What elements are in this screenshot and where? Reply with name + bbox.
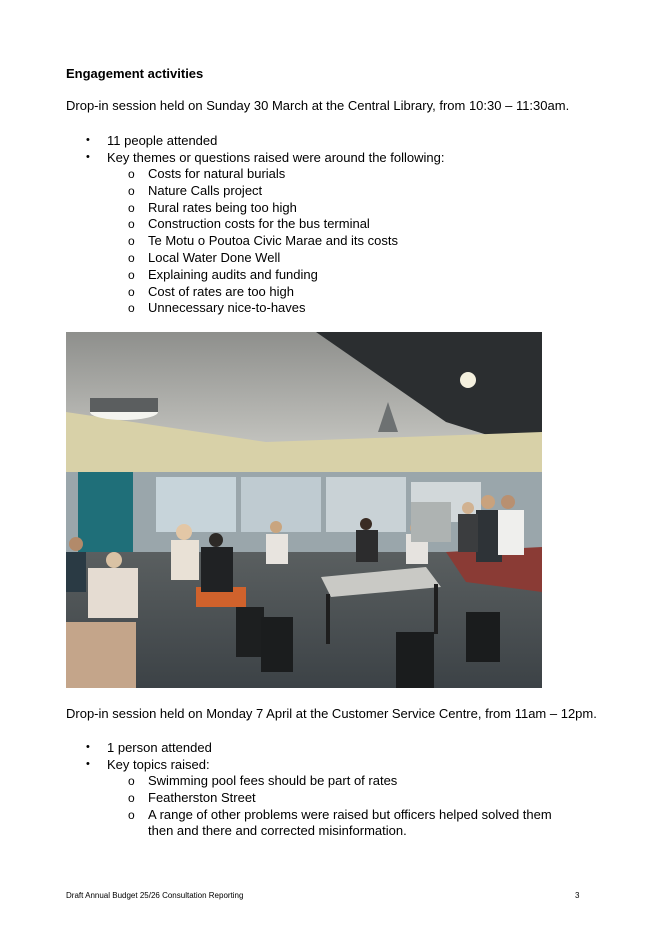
attendance-text: 1 person attended bbox=[107, 740, 212, 755]
list-item bbox=[66, 149, 444, 317]
theme-text: Costs for natural burials bbox=[148, 166, 286, 181]
sub-list-item bbox=[107, 284, 444, 301]
sub-list-item bbox=[107, 300, 444, 317]
sub-list-item bbox=[107, 233, 444, 250]
section-heading: Engagement activities bbox=[66, 66, 204, 81]
sub-list-item bbox=[107, 790, 578, 807]
theme-text: Nature Calls project bbox=[148, 182, 263, 198]
topic-text: Featherston Street bbox=[148, 789, 256, 805]
attendance-text: 11 people attended bbox=[107, 133, 218, 148]
sub-list-item bbox=[107, 200, 444, 217]
sub-list-item bbox=[107, 166, 444, 183]
sub-list-item bbox=[107, 267, 444, 284]
topics-intro-text: Key topics raised: bbox=[107, 757, 210, 772]
sub-bullet-marker: o bbox=[128, 217, 135, 232]
sub-bullet-marker: o bbox=[128, 284, 135, 299]
sub-list-item bbox=[107, 183, 444, 200]
theme-text: Construction costs for the bus terminal bbox=[148, 216, 370, 232]
bullet-marker: • bbox=[86, 758, 90, 770]
footer-title: Draft Annual Budget 25/26 Consultation Reporting bbox=[66, 891, 244, 900]
sub-list-item bbox=[107, 773, 578, 790]
session1-intro: Drop-in session held on Sunday 30 March at the Central Library, from 10:30 – 11:30am. bbox=[66, 98, 570, 113]
session2-bullet-list bbox=[66, 739, 578, 840]
session2-intro: Drop-in session held on Monday 7 April at the Customer Service Centre, from 11am – 12pm. bbox=[66, 706, 597, 721]
page-number: 3 bbox=[575, 891, 580, 900]
list-item bbox=[66, 756, 578, 840]
sub-list-item bbox=[107, 216, 444, 233]
sub-bullet-marker: o bbox=[128, 250, 135, 265]
theme-text: Local Water Done Well bbox=[148, 249, 281, 265]
sub-list-item bbox=[107, 807, 578, 841]
theme-text: Te Motu o Poutoa Civic Marae and its costs bbox=[148, 233, 399, 249]
bullet-marker: • bbox=[86, 741, 90, 753]
sub-bullet-marker: o bbox=[128, 183, 135, 198]
theme-text: Rural rates being too high bbox=[148, 199, 297, 215]
sub-bullet-marker: o bbox=[128, 774, 135, 788]
sub-bullet-marker: o bbox=[128, 301, 135, 316]
list-item bbox=[66, 132, 444, 149]
bullet-marker: • bbox=[86, 134, 90, 146]
list-item bbox=[66, 739, 578, 756]
sub-bullet-marker: o bbox=[128, 267, 135, 282]
sub-bullet-marker: o bbox=[128, 234, 135, 249]
topics-sub-list bbox=[107, 773, 578, 840]
session1-bullet-list bbox=[66, 132, 444, 317]
topic-text: A range of other problems were raised but officers helped solved them then and there and corrected misinformation. bbox=[148, 806, 552, 839]
drop-in-session-photo bbox=[66, 332, 542, 688]
theme-text: Unnecessary nice-to-haves bbox=[148, 300, 306, 316]
sub-bullet-marker: o bbox=[128, 807, 135, 822]
theme-text: Cost of rates are too high bbox=[148, 283, 294, 299]
theme-text: Explaining audits and funding bbox=[148, 266, 318, 282]
themes-sub-list bbox=[107, 166, 444, 317]
sub-list-item bbox=[107, 250, 444, 267]
bullet-marker: • bbox=[86, 151, 90, 163]
sub-bullet-marker: o bbox=[128, 167, 135, 181]
topic-text: Swimming pool fees should be part of rates bbox=[148, 773, 398, 788]
sub-bullet-marker: o bbox=[128, 200, 135, 215]
themes-intro-text: Key themes or questions raised were around the following: bbox=[107, 150, 445, 165]
sub-bullet-marker: o bbox=[128, 790, 135, 805]
